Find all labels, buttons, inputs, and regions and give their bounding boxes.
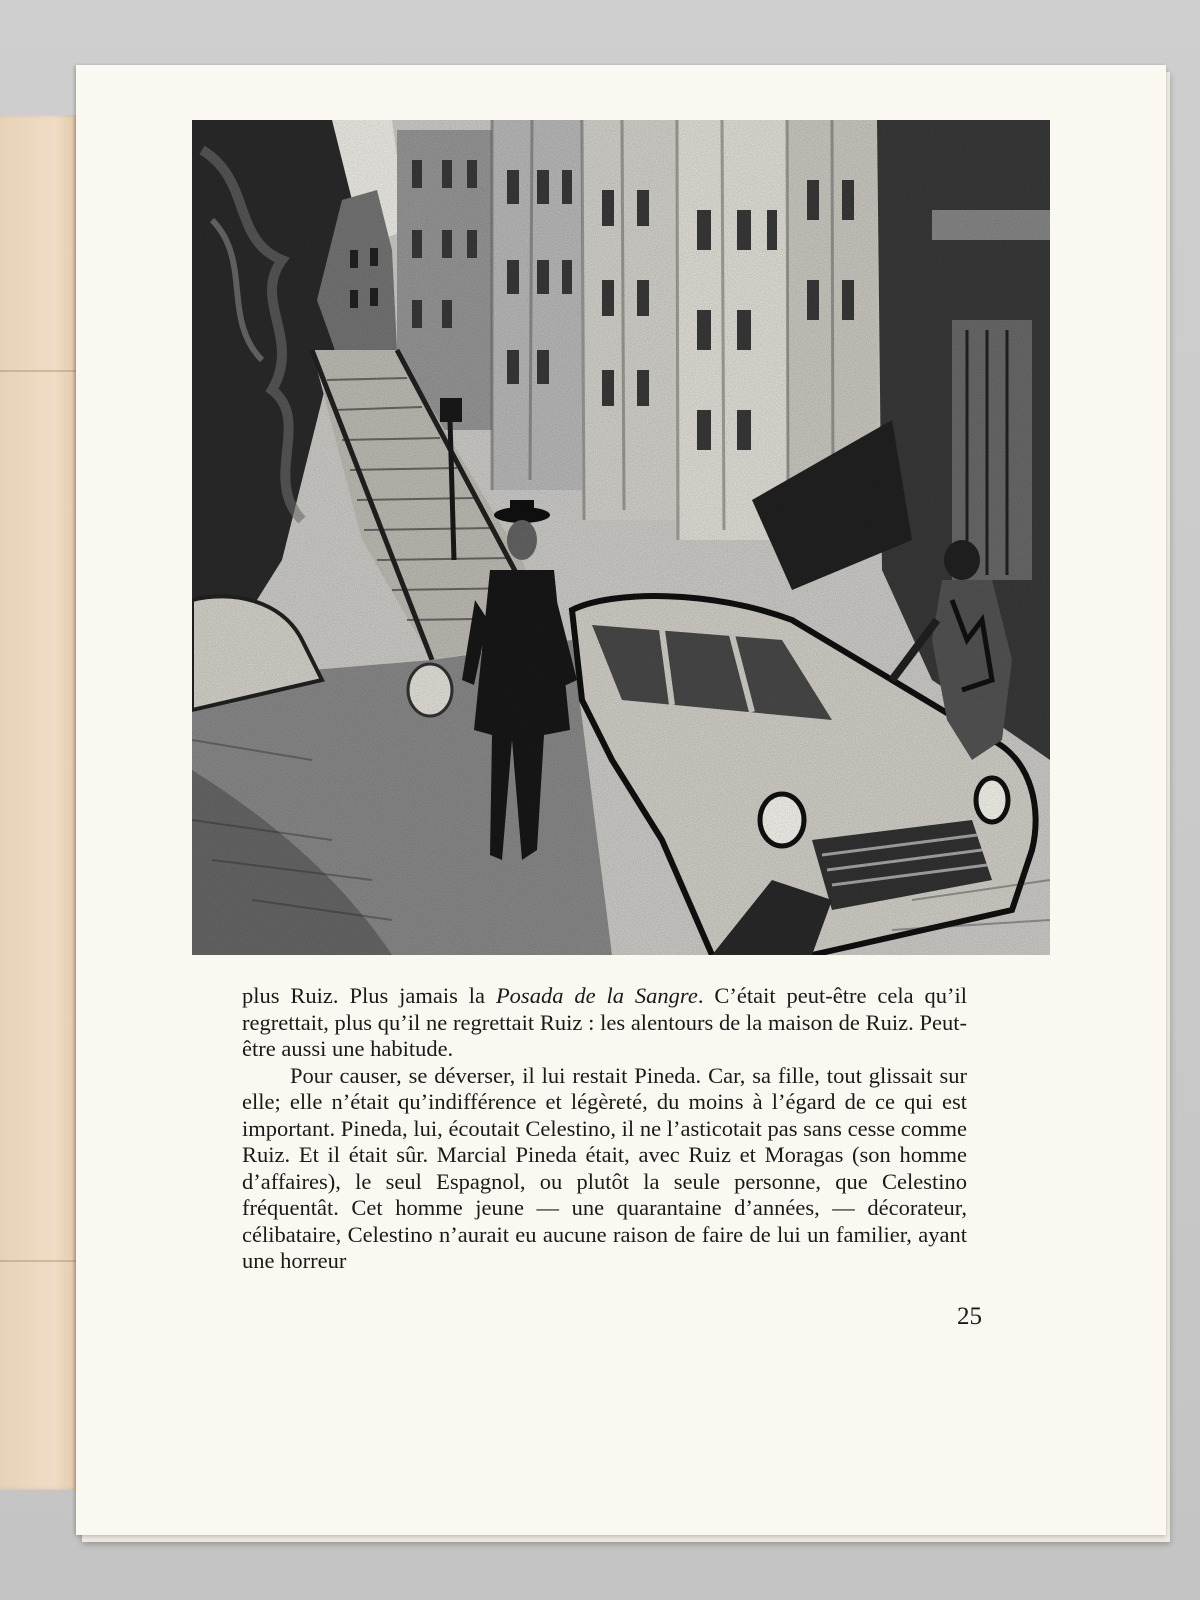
book-page <box>76 65 1166 1535</box>
book-cover-edge <box>0 115 78 1490</box>
body-text <box>242 983 967 1275</box>
italic-title: Posada de la Sangre <box>495 983 698 1008</box>
paragraph-1-end: . C’était peut-être cela qu’il regrettait, plus qu’il ne regrettait Ruiz : les alentours de la maison de Ruiz. Peut-être aussi une habitude. <box>242 983 967 1061</box>
paragraph-1-start: plus Ruiz. Plus jamais la <box>242 983 496 1008</box>
cover-fold-line <box>0 1260 78 1262</box>
page-number: 25 <box>957 1303 982 1330</box>
lithograph-drawing <box>192 120 1050 955</box>
paragraph-2: Pour causer, se déverser, il lui restait Pineda. Car, sa fille, tout glissait sur elle; elle n’était qu’indifférence et légèreté, du moins à l’égard de ce qui est important. Pineda, lui, écoutait Celestino, il ne l’asticotait pas sans cesse comme Ruiz. Et il était sûr. Marcial Pineda était, avec Ruiz et Moragas (son homme d’affaires), le seul Espagnol, ou plutôt la seule personne, que Celestino fréquentât. Cet homme jeune — une quarantaine d’années, — décorateur, célibataire, Celestino n’aurait eu aucune raison de faire de lui un familier, ayant une horreur <box>242 1062 967 1273</box>
paragraph-1 <box>242 983 967 1063</box>
street-scene-illustration <box>192 120 1050 955</box>
cover-fold-line <box>0 370 78 372</box>
